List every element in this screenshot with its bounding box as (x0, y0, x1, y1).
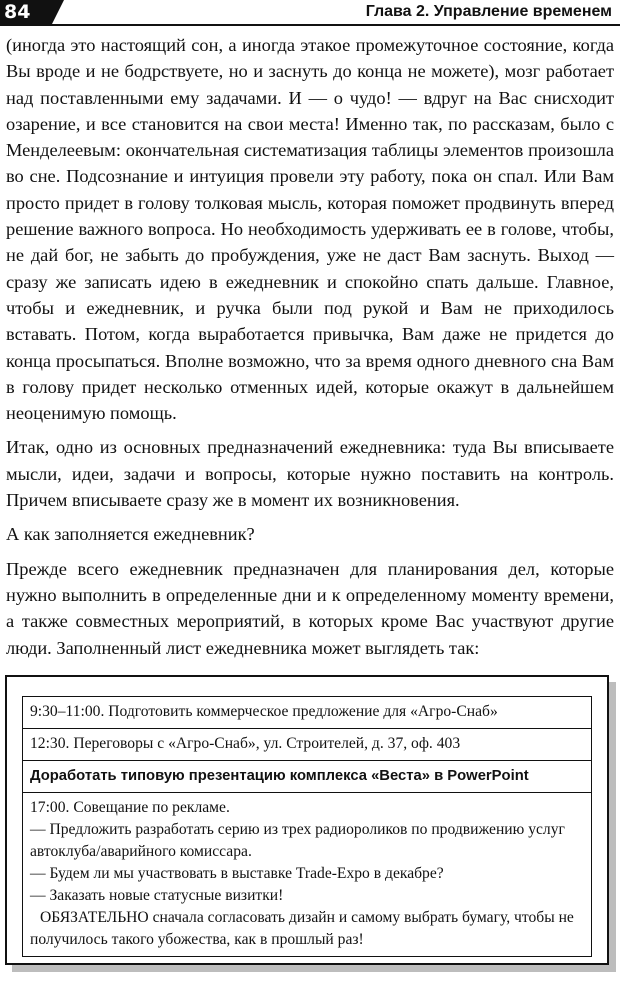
planner-page-illustration (5, 675, 609, 965)
body-text (6, 32, 614, 669)
meeting-time: 17:00. Совещание по рекламе. (30, 799, 230, 816)
meeting-item-2: — Будем ли мы участвовать в выставке Trade-Expo в декабре? (30, 865, 444, 882)
page-number: 84 (0, 0, 52, 24)
meeting-item-3: — Заказать новые статусные визитки! (30, 887, 284, 904)
paragraph-3: А как заполняется ежедневник? (6, 524, 255, 545)
planner-entry-1: 9:30–11:00. Подготовить коммерческое предложение для «Агро-Снаб» (23, 697, 591, 729)
paragraph-1: (иногда это настоящий сон, а иногда этакое промежуточное состояние, когда Вы вроде и не бодрствуете, но и заснуть до конца не можете), мозг работает над поставленными ему задачами. И — о чудо! — вдруг на Вас снисходит озарение, и все становится на свои места! Именно так, по рассказам, было с Менделеевым: окончательная систематизация таблицы элементов произошла во сне. Подсознание и интуиция провели эту работу, пока он спал. Или Вам просто придет в голову толковая мысль, которая поможет продвинуть вперед решение важного вопроса. Но необходимость удерживать ее в голове, чтобы, не дай бог, не забыть до пробуждения, уже не даст Вам заснуть. Выход — сразу же записать идею в ежедневник и спокойно спать дальше. Главное, чтобы и ежедневник, и ручка были под рукой и Вам не приходилось вставать. Потом, когда выработается привычка, Вам даже не придется до конца просыпаться. Вполне возможно, что за время одного дневного сна Вам в голову придет несколько отменных идей, которые окажут в дальнейшем неоценимую помощь. (6, 35, 614, 424)
meeting-item-1: — Предложить разработать серию из трех радиороликов по продвижению услуг автоклуба/аварийного комиссара. (30, 821, 565, 860)
chapter-title: Глава 2. Управление временем (365, 3, 612, 20)
paragraph-4: Прежде всего ежедневник предназначен для планирования дел, которые нужно выполнить в определенные дни и к определенному моменту времени, а также совместных мероприятий, в которых кроме Вас участвуют другие люди. Заполненный лист ежедневника может выглядеть так: (6, 558, 614, 658)
meeting-note: ОБЯЗАТЕЛЬНО сначала согласовать дизайн и самому выбрать бумагу, чтобы не получилось такого убожества, как в прошлый раз! (30, 909, 574, 948)
paragraph-2: Итак, одно из основных предназначений ежедневника: туда Вы вписываете мысли, идеи, задачи и вопросы, которые нужно поставить на контроль. Причем вписываете сразу же в момент их возникновения. (6, 437, 614, 511)
planner-entry-3: Доработать типовую презентацию комплекса «Веста» в PowerPoint (23, 761, 591, 793)
planner-entry-2: 12:30. Переговоры с «Агро-Снаб», ул. Строителей, д. 37, оф. 403 (23, 729, 591, 761)
page-header (0, 0, 620, 26)
planner-entries (22, 696, 592, 957)
planner-entry-4 (23, 793, 591, 956)
